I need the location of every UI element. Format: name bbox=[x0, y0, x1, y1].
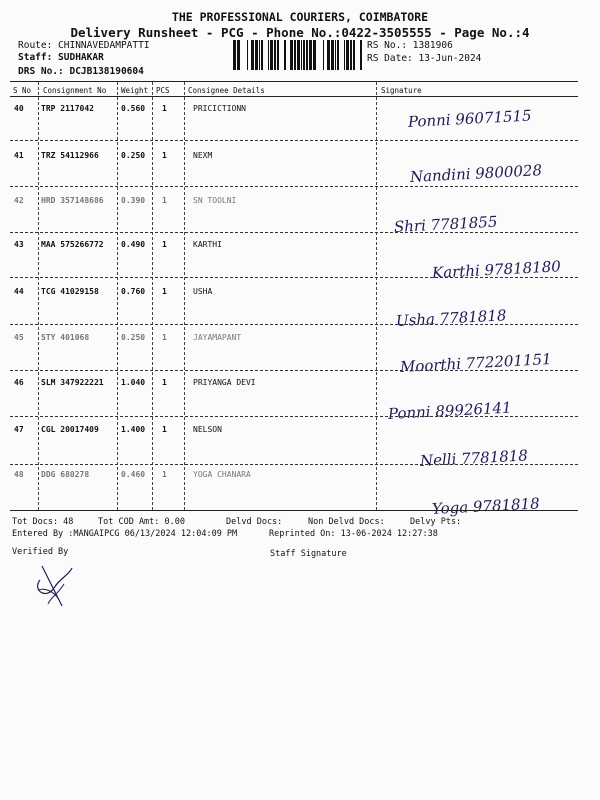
row-pcs: 1 bbox=[162, 240, 167, 249]
row-signature: Nelli 7781818 bbox=[419, 446, 529, 470]
row-weight: 0.460 bbox=[121, 470, 146, 479]
row-consignment: TRP 2117042 bbox=[41, 104, 94, 113]
row-consignee: USHA bbox=[193, 287, 213, 296]
row-divider bbox=[10, 464, 578, 465]
row-consignee: SN TOOLNI bbox=[193, 196, 237, 205]
delivery-points: Delvy Pts: bbox=[410, 517, 462, 527]
barcode-image bbox=[233, 40, 363, 70]
row-consignment: CGL 20017409 bbox=[41, 425, 99, 434]
row-consignment: SLM 347922221 bbox=[41, 378, 104, 387]
col-divider bbox=[376, 82, 377, 510]
row-pcs: 1 bbox=[162, 104, 167, 113]
row-consignee: JAYAMAPANT bbox=[193, 333, 242, 342]
row-signature: Yoga 9781818 bbox=[431, 494, 541, 518]
row-divider bbox=[10, 370, 578, 371]
row-sno: 42 bbox=[14, 196, 24, 205]
col-divider bbox=[38, 82, 39, 510]
row-signature: Nandini 9800028 bbox=[409, 161, 543, 186]
col-divider bbox=[117, 82, 118, 510]
row-signature: Ponni 89926141 bbox=[387, 398, 513, 423]
row-weight: 1.400 bbox=[121, 425, 146, 434]
table-header-rule bbox=[10, 96, 578, 97]
non-delivered-docs: Non Delvd Docs: bbox=[308, 517, 385, 527]
row-divider bbox=[10, 186, 578, 187]
row-sno: 44 bbox=[14, 287, 24, 296]
row-pcs: 1 bbox=[162, 333, 167, 342]
row-sno: 47 bbox=[14, 425, 24, 434]
row-consignee: NELSON bbox=[193, 425, 222, 434]
row-consignee: PRICICTIONN bbox=[193, 104, 246, 113]
col-weight-header: Weight bbox=[121, 86, 149, 95]
table-bottom-rule bbox=[10, 510, 578, 511]
row-consignee: NEXM bbox=[193, 151, 213, 160]
row-pcs: 1 bbox=[162, 196, 167, 205]
row-pcs: 1 bbox=[162, 151, 167, 160]
row-divider bbox=[10, 277, 578, 278]
col-signature-header: Signature bbox=[381, 86, 422, 95]
row-pcs: 1 bbox=[162, 287, 167, 296]
delivered-docs: Delvd Docs: bbox=[226, 517, 283, 527]
rs-date: RS Date: 13-Jun-2024 bbox=[367, 53, 482, 64]
row-weight: 0.490 bbox=[121, 240, 146, 249]
staff-signature-label: Staff Signature bbox=[270, 549, 347, 559]
row-sno: 41 bbox=[14, 151, 24, 160]
row-sno: 45 bbox=[14, 333, 24, 342]
row-signature: Karthi 97818180 bbox=[431, 257, 562, 282]
row-divider bbox=[10, 140, 578, 141]
row-consignment: HRD 357148686 bbox=[41, 196, 104, 205]
row-consignment: TRZ 54112966 bbox=[41, 151, 99, 160]
row-pcs: 1 bbox=[162, 470, 167, 479]
row-consignment: MAA 575266772 bbox=[41, 240, 104, 249]
row-pcs: 1 bbox=[162, 378, 167, 387]
col-divider bbox=[152, 82, 153, 510]
verifier-signature-mark bbox=[28, 560, 78, 612]
row-consignee: KARTHI bbox=[193, 240, 222, 249]
row-consignment: TCG 41029158 bbox=[41, 287, 99, 296]
row-consignee: YOGA CHANARA bbox=[193, 470, 251, 479]
reprinted-on: Reprinted On: 13-06-2024 12:27:38 bbox=[269, 529, 438, 539]
row-weight: 0.250 bbox=[121, 333, 146, 342]
row-weight: 1.040 bbox=[121, 378, 146, 387]
entered-by: Entered By :MANGAIPCG 06/13/2024 12:04:09 PM bbox=[12, 529, 238, 539]
row-sno: 46 bbox=[14, 378, 24, 387]
row-consignee: PRIYANGA DEVI bbox=[193, 378, 256, 387]
col-pcs-header: PCS bbox=[156, 86, 170, 95]
row-sno: 43 bbox=[14, 240, 24, 249]
row-sno: 48 bbox=[14, 470, 24, 479]
row-consignment: STY 401068 bbox=[41, 333, 90, 342]
row-sno: 40 bbox=[14, 104, 24, 113]
total-docs: Tot Docs: 48 bbox=[12, 517, 74, 527]
row-divider bbox=[10, 232, 578, 233]
row-weight: 0.560 bbox=[121, 104, 146, 113]
row-weight: 0.250 bbox=[121, 151, 146, 160]
table-top-rule bbox=[10, 81, 578, 82]
row-pcs: 1 bbox=[162, 425, 167, 434]
row-weight: 0.760 bbox=[121, 287, 146, 296]
route-label: Route: CHINNAVEDAMPATTI bbox=[18, 40, 150, 51]
total-cod-amount: Tot COD Amt: 0.00 bbox=[98, 517, 185, 527]
col-divider bbox=[184, 82, 185, 510]
col-consignment-header: Consignment No bbox=[43, 86, 107, 95]
col-consignee-header: Consignee Details bbox=[188, 86, 265, 95]
row-signature: Moorthi 772201151 bbox=[399, 350, 553, 376]
row-signature: Usha 7781818 bbox=[395, 306, 507, 330]
rs-number: RS No.: 1381906 bbox=[367, 40, 453, 51]
company-name: THE PROFESSIONAL COURIERS, COIMBATORE bbox=[171, 10, 429, 24]
row-signature: Shri 7781855 bbox=[393, 212, 498, 236]
runsheet-title: Delivery Runsheet - PCG - Phone No.:0422-3505555 - Page No.:4 bbox=[70, 25, 530, 40]
drs-number: DRS No.: DCJB138190604 bbox=[18, 66, 144, 77]
row-divider bbox=[10, 416, 578, 417]
staff-label: Staff: SUDHAKAR bbox=[18, 52, 104, 63]
row-consignment: DDG 680278 bbox=[41, 470, 90, 479]
col-sno-header: S No bbox=[13, 86, 32, 95]
row-signature: Ponni 96071515 bbox=[407, 106, 533, 131]
row-weight: 0.390 bbox=[121, 196, 146, 205]
row-divider bbox=[10, 324, 578, 325]
verified-by-label: Verified By bbox=[12, 547, 69, 557]
